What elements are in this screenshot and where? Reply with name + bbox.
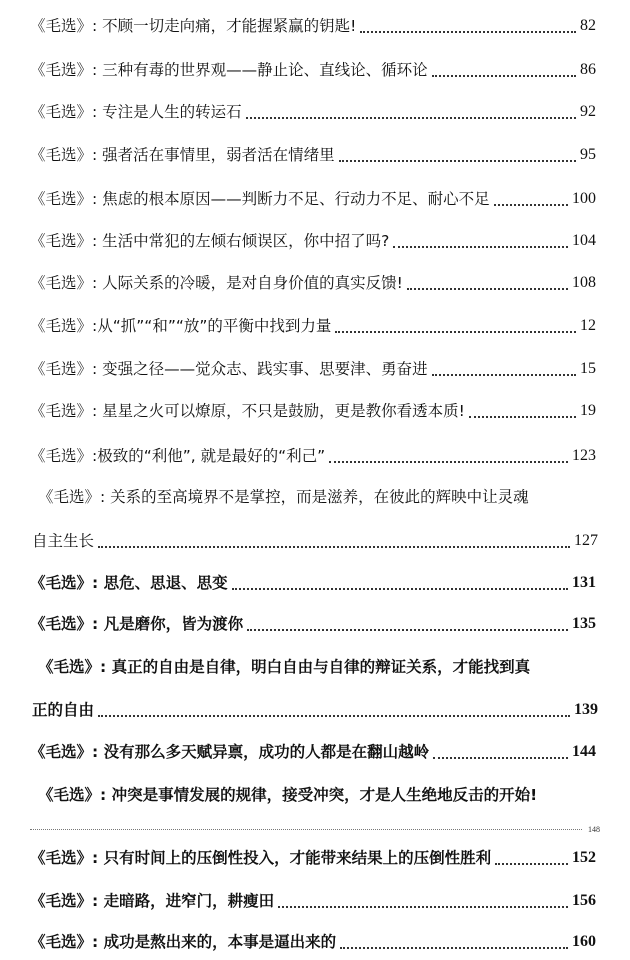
toc-page-number: 82 [580, 17, 596, 34]
toc-dot-leader [433, 757, 568, 759]
toc-entry[interactable] [30, 57, 596, 83]
toc-entry-title: 《毛选》: 不顾一切走向痛，才能握紧赢的钥匙! [30, 17, 357, 35]
toc-dot-leader [432, 374, 576, 376]
toc-entry-title: 《毛选》: 走暗路，进窄门，耕瘦田 [30, 892, 275, 910]
toc-entry[interactable] [30, 13, 596, 39]
toc-entry-title: 《毛选》: 人际关系的冷暖，是对自身价值的真实反馈! [30, 274, 403, 292]
toc-dot-leader [340, 947, 568, 949]
toc-entry[interactable] [30, 186, 596, 212]
toc-dot-leader [232, 588, 568, 590]
toc-dot-leader [98, 715, 570, 717]
page-break [30, 822, 600, 836]
toc-entry-title: 《毛选》: 三种有毒的世界观——静止论、直线论、循环论 [30, 61, 428, 79]
toc-entry[interactable] [30, 270, 596, 296]
toc-dot-leader [335, 331, 576, 333]
toc-page-number: 92 [580, 103, 596, 120]
toc-dot-leader [494, 204, 568, 206]
toc-page-number: 123 [572, 447, 596, 464]
toc-entry-title: 《毛选》: 生活中常犯的左倾右倾误区，你中招了吗? [30, 232, 390, 250]
toc-entry[interactable] [32, 528, 598, 554]
toc-page-number: 152 [572, 849, 596, 866]
toc-entry[interactable] [30, 443, 596, 469]
toc-dot-leader [393, 246, 568, 248]
toc-entry-title-continuation: 正的自由 [32, 701, 95, 719]
toc-entry-title-line[interactable]: 《毛选》: 关系的至高境界不是掌控，而是滋养，在彼此的辉映中让灵魂 [38, 488, 529, 506]
toc-page-number: 127 [574, 532, 598, 549]
toc-entry[interactable] [30, 398, 596, 424]
toc-entry-title: 《毛选》: 变强之径——觉众志、践实事、思要津、勇奋进 [30, 360, 428, 378]
toc-dot-leader [247, 629, 568, 631]
toc-entry-title: 《毛选》: 成功是熬出来的，本事是逼出来的 [30, 933, 337, 951]
toc-entry[interactable] [30, 313, 596, 339]
toc-entry-title: 《毛选》: 思危、思退、思变 [30, 574, 228, 592]
toc-dot-leader [360, 31, 576, 33]
toc-dot-leader [339, 160, 576, 162]
toc-page-number: 156 [572, 892, 596, 909]
toc-dot-leader [469, 416, 576, 418]
toc-entry[interactable] [30, 356, 596, 382]
toc-dot-leader [407, 288, 568, 290]
toc-page-number: 135 [572, 615, 596, 632]
toc-entry[interactable] [32, 697, 598, 723]
toc-dot-leader [98, 546, 570, 548]
toc-page-number: 139 [574, 701, 598, 718]
toc-entry-title: 《毛选》: 焦虑的根本原因——判断力不足、行动力不足、耐心不足 [30, 190, 490, 208]
toc-page-number: 86 [580, 61, 596, 78]
toc-dot-leader [432, 75, 576, 77]
toc-entry-title-continuation: 自主生长 [32, 532, 95, 550]
toc-entry[interactable] [30, 142, 596, 168]
toc-entry[interactable] [30, 570, 596, 596]
toc-page-number: 19 [580, 402, 596, 419]
toc-entry[interactable] [30, 611, 596, 637]
toc-entry-title: 《毛选》:极致的“利他”, 就是最好的“利己” [30, 447, 326, 465]
toc-dot-leader [329, 461, 568, 463]
toc-entry-title: 《毛选》: 专注是人生的转运石 [30, 103, 242, 121]
toc-page-number: 12 [580, 317, 596, 334]
toc-entry[interactable] [30, 845, 596, 871]
toc-entry[interactable] [30, 228, 596, 254]
page-break-rule [30, 829, 582, 830]
toc-entry-title-line[interactable]: 《毛选》: 冲突是事情发展的规律，接受冲突，才是人生绝地反击的开始! [38, 786, 538, 804]
toc-page-number: 104 [572, 232, 596, 249]
toc-page-number: 108 [572, 274, 596, 291]
toc-entry-title-line[interactable]: 《毛选》: 真正的自由是自律，明白自由与自律的辩证关系，才能找到真 [38, 658, 531, 676]
toc-dot-leader [278, 906, 568, 908]
page-break-number: 148 [588, 824, 600, 834]
toc-entry-title: 《毛选》: 没有那么多天赋异禀，成功的人都是在翻山越岭 [30, 743, 430, 761]
toc-entry[interactable] [30, 99, 596, 125]
toc-entry-title: 《毛选》: 凡是磨你，皆为渡你 [30, 615, 244, 633]
toc-entry-title: 《毛选》:从“抓”“和”“放”的平衡中找到力量 [30, 317, 332, 335]
toc-page-number: 160 [572, 933, 596, 950]
toc-page-number: 131 [572, 574, 596, 591]
toc-entry-title: 《毛选》: 强者活在事情里，弱者活在情绪里 [30, 146, 335, 164]
toc-entry[interactable] [30, 888, 596, 914]
toc-dot-leader [495, 863, 568, 865]
toc-page-number: 144 [572, 743, 596, 760]
toc-entry-title: 《毛选》: 星星之火可以燎原，不只是鼓励，更是教你看透本质! [30, 402, 465, 420]
toc-entry[interactable] [30, 739, 596, 765]
toc-page-number: 95 [580, 146, 596, 163]
toc-entry-title: 《毛选》: 只有时间上的压倒性投入，才能带来结果上的压倒性胜利 [30, 849, 492, 867]
toc-entry[interactable] [30, 929, 596, 955]
toc-page-number: 100 [572, 190, 596, 207]
toc-page-number: 15 [580, 360, 596, 377]
toc-dot-leader [246, 117, 576, 119]
